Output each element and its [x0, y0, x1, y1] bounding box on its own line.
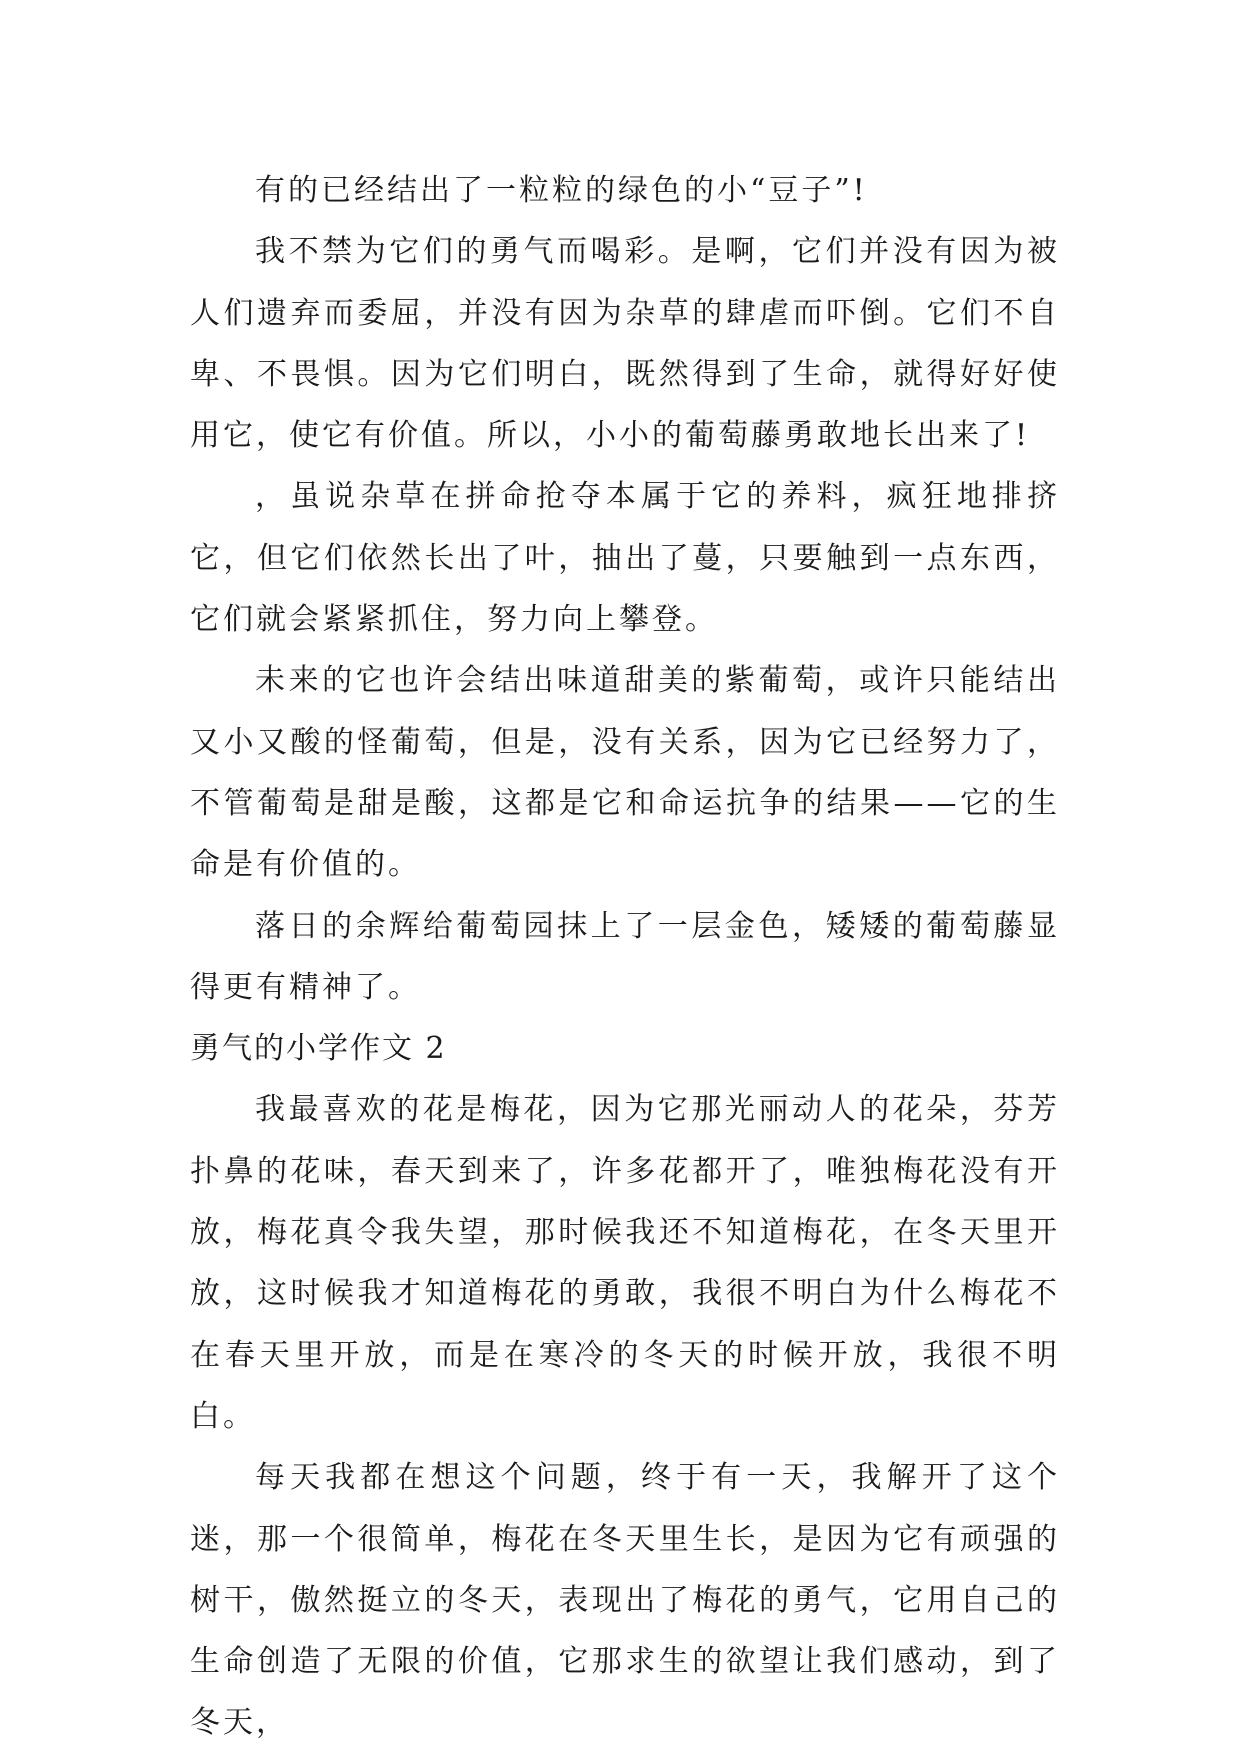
section-title: 勇气的小学作文 2	[190, 1031, 447, 1067]
paragraph: 我最喜欢的花是梅花，因为它那光丽动人的花朵，芬芳扑鼻的花味，春天到来了，许多花都开了，唯独梅花没有开放，梅花真令我失望，那时候我还不知道梅花，在冬天里开放，这时候我才知道梅花的勇敢，我很不明白为什么梅花不在春天里开放，而是在寒冷的冬天的时候开放，我很不明白。	[190, 1092, 1060, 1434]
paragraph: 未来的它也许会结出味道甜美的紫葡萄，或许只能结出又小又酸的怪葡萄，但是，没有关系，因为它已经努力了，不管葡萄是甜是酸，这都是它和命运抗争的结果——它的生命是有价值的。	[190, 663, 1060, 883]
paragraph: 落日的余辉给葡萄园抹上了一层金色，矮矮的葡萄藤显得更有精神了。	[190, 908, 1060, 1005]
paragraph: ，虽说杂草在拼命抢夺本属于它的养料，疯狂地排挤它，但它们依然长出了叶，抽出了蔓，只要触到一点东西，它们就会紧紧抓住，努力向上攀登。	[190, 479, 1060, 638]
paragraph: 我不禁为它们的勇气而喝彩。是啊，它们并没有因为被人们遗弃而委屈，并没有因为杂草的肆虐而吓倒。它们不自卑、不畏惧。因为它们明白，既然得到了生命，就得好好使用它，使它有价值。所以，小小的葡萄藤勇敢地长出来了!	[190, 234, 1060, 454]
paragraph: 有的已经结出了一粒粒的绿色的小“豆子”!	[255, 173, 868, 208]
document-body	[190, 160, 1060, 1754]
paragraph: 每天我都在想这个问题，终于有一天，我解开了这个迷，那一个很简单，梅花在冬天里生长，是因为它有顽强的树干，傲然挺立的冬天，表现出了梅花的勇气，它用自己的生命创造了无限的价值，它那求生的欲望让我们感动，到了冬天，	[190, 1460, 1060, 1741]
